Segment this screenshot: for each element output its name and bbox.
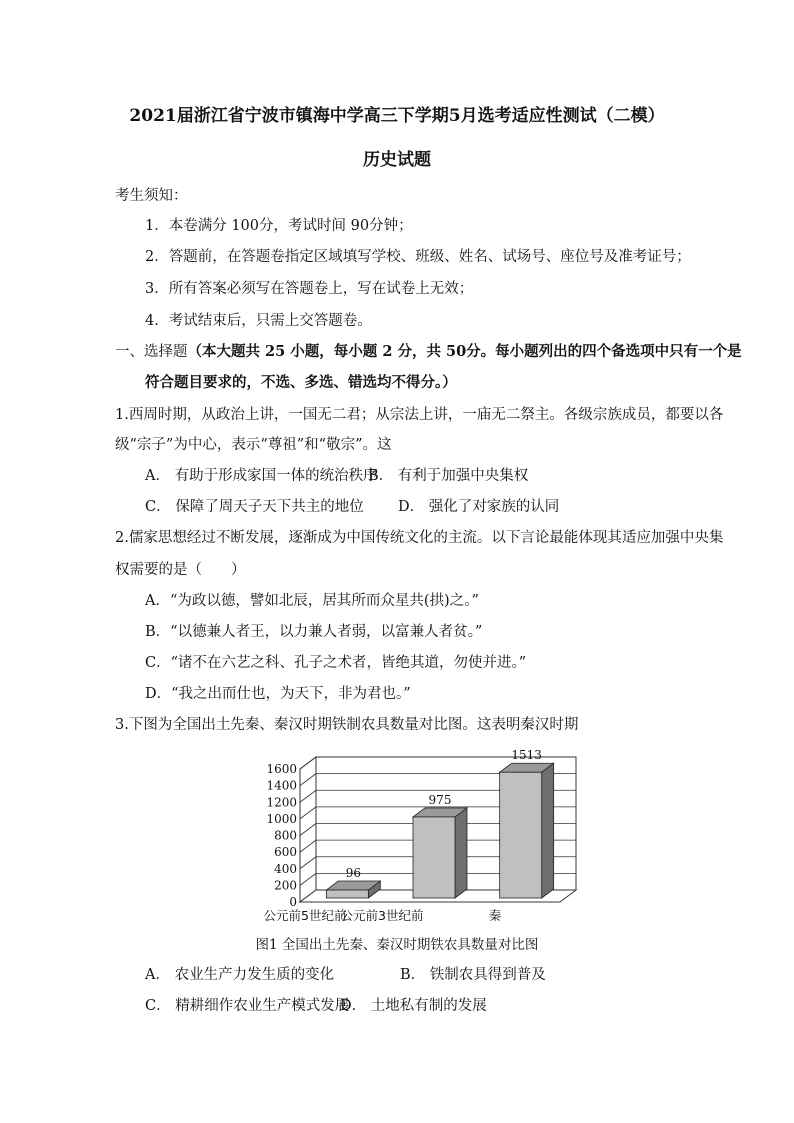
option: B．“以德兼人者王，以力兼人者弱，以富兼人者贫。” xyxy=(145,624,483,640)
notice-item: 3．所有答案必须写在答题卷上，写在试卷上无效； xyxy=(145,281,474,297)
y-tick-label: 1200 xyxy=(266,795,297,810)
option: D． 强化了对家族的认同 xyxy=(398,499,560,515)
bar xyxy=(413,817,455,898)
chart-caption: 图1 全国出土先秦、秦汉时期铁农具数量对比图 xyxy=(255,937,539,953)
x-tick-label: 公元前5世纪前 xyxy=(263,908,347,923)
notice-item: 4．考试结束后，只需上交答题卷。 xyxy=(145,313,372,329)
bar xyxy=(326,890,368,898)
bar xyxy=(500,772,542,898)
y-tick-label: 600 xyxy=(274,845,297,860)
option: D． 土地私有制的发展 xyxy=(340,998,487,1014)
y-tick-label: 0 xyxy=(289,895,297,909)
y-tick-label: 1000 xyxy=(266,811,297,826)
y-tick-label: 200 xyxy=(274,878,297,893)
bar-side xyxy=(455,808,467,898)
data-label: 975 xyxy=(428,792,452,807)
question-stem: 权需要的是（ ） xyxy=(115,562,246,578)
y-tick-label: 1600 xyxy=(266,762,297,776)
option: B． 有利于加强中央集权 xyxy=(368,468,529,484)
option: A． 农业生产力发生质的变化 xyxy=(145,967,335,983)
option: C． 保障了周天子天下共主的地位 xyxy=(145,499,364,515)
section-desc-cont: 符合题目要求的，不选、多选、错选均不得分。） xyxy=(145,374,457,391)
notice-item: 1．本卷满分 100分，考试时间 90分钟； xyxy=(145,218,413,234)
y-tick-label: 1400 xyxy=(266,778,297,793)
paper-subtitle: 历史试题 xyxy=(363,150,431,170)
y-tick-label: 800 xyxy=(274,828,297,843)
y-tick-label: 400 xyxy=(274,861,297,876)
section-desc: （本大题共 25 小题，每小题 2 分，共 50分。每小题列出的四个备选项中只有一个是 xyxy=(187,343,742,360)
question-stem: 3.下图为全国出土先秦、秦汉时期铁制农具数量对比图。这表明秦汉时期 xyxy=(115,717,579,733)
data-label: 1513 xyxy=(511,748,542,763)
option: C． 精耕细作农业生产模式发展 xyxy=(145,998,350,1014)
bar-chart xyxy=(255,742,595,932)
section-heading xyxy=(115,342,742,362)
option: C．“诸不在六艺之科、孔子之术者，皆绝其道，勿使并进。” xyxy=(145,655,527,671)
notice-heading: 考生须知： xyxy=(115,188,188,204)
notice-item: 2．答题前，在答题卷指定区域填写学校、班级、姓名、试场号、座位号及准考证号； xyxy=(145,249,691,265)
paper-title: 2021届浙江省宁波市镇海中学高三下学期5月选考适应性测试（二模） xyxy=(129,106,665,126)
option: A． 有助于形成家国一体的统治秩序 xyxy=(145,468,378,484)
option: B． 铁制农具得到普及 xyxy=(400,967,546,983)
section-label: 一、选择题 xyxy=(115,344,188,360)
option: D．“我之出而仕也，为天下，非为君也。” xyxy=(145,686,411,702)
x-tick-label: 公元前3世纪前 xyxy=(340,908,424,923)
question-stem: 级“宗子”为中心，表示“尊祖”和“敬宗”。这 xyxy=(115,437,392,453)
option: A．“为政以德，譬如北辰，居其所而众星共(拱)之。” xyxy=(145,593,479,609)
question-stem: 1.西周时期，从政治上讲，一国无二君；从宗法上讲，一庙无二祭主。各级宗族成员，都要以各 xyxy=(115,407,724,423)
x-tick-label: 秦 xyxy=(488,908,502,923)
question-stem: 2.儒家思想经过不断发展，逐渐成为中国传统文化的主流。以下言论最能体现其适应加强中央集 xyxy=(115,530,724,546)
bar-side xyxy=(542,763,554,898)
data-label: 96 xyxy=(345,866,361,881)
